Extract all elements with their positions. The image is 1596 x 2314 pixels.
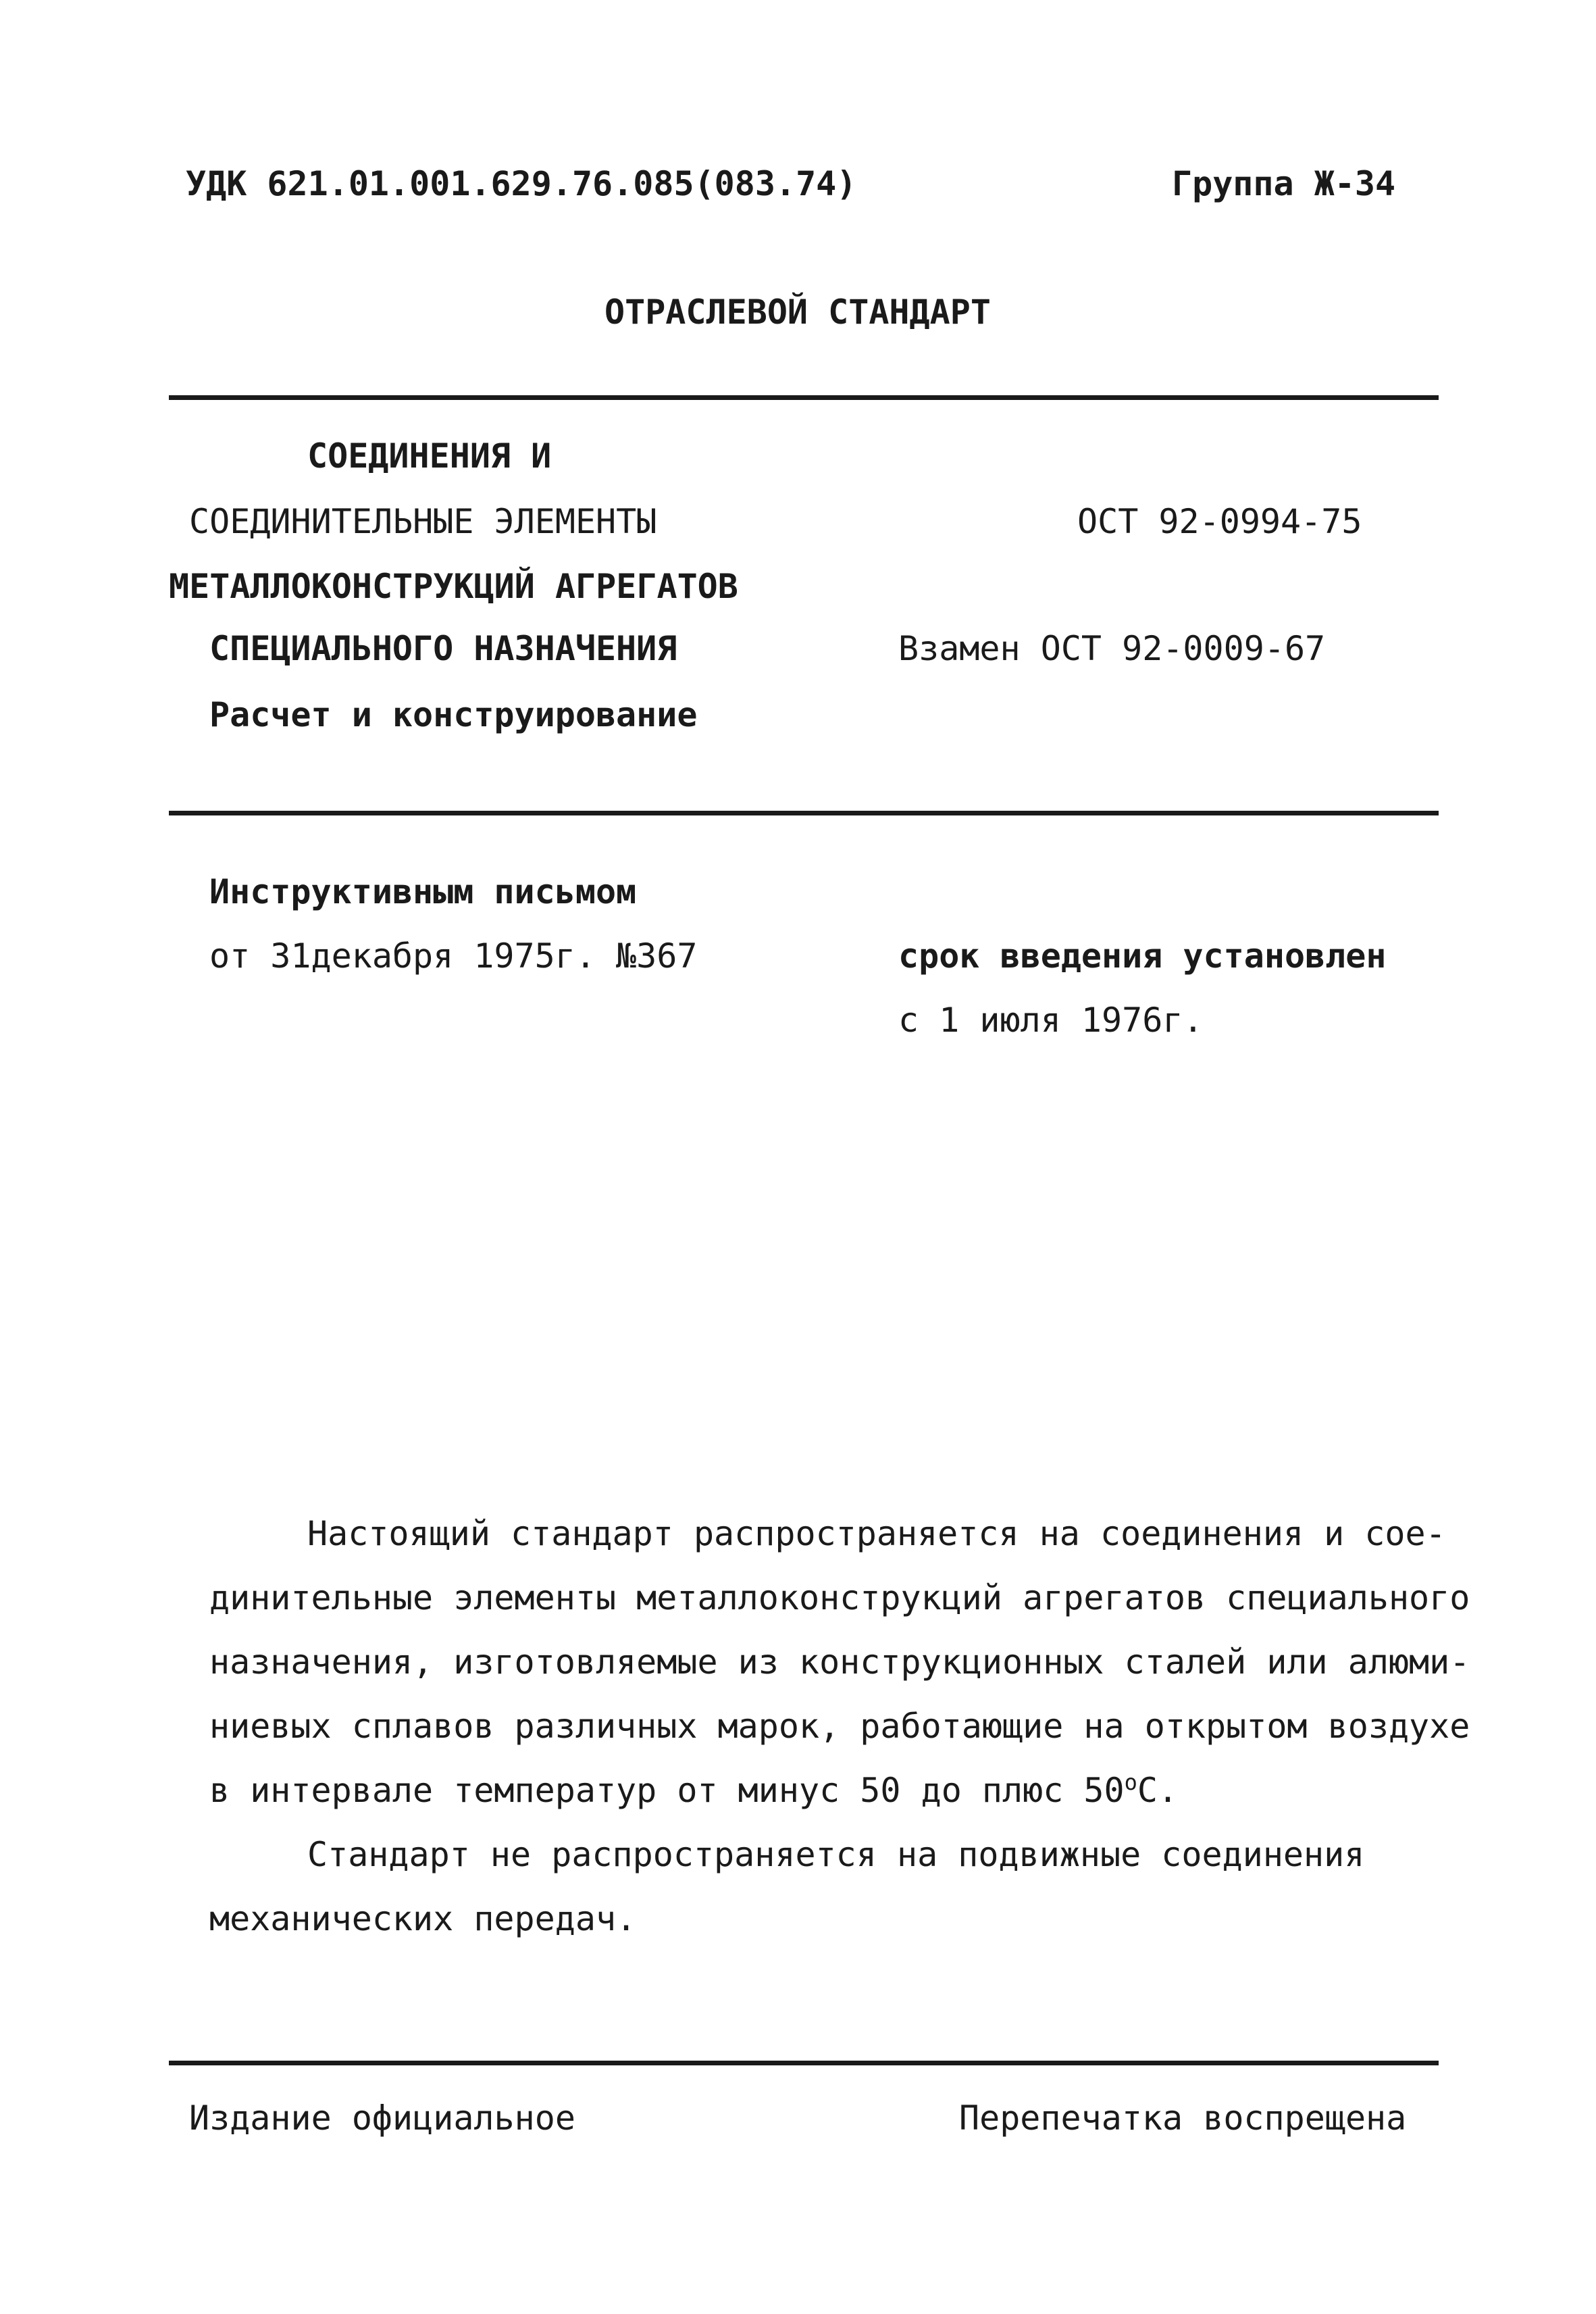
udk-code: УДК 621.01.001.629.76.085(083.74): [186, 164, 857, 203]
body-paragraph-1-line-1: Настоящий стандарт распространяется на соединения и сое-: [307, 1514, 1446, 1553]
replaces-standard: Взамен ОСТ 92-0009-67: [898, 629, 1326, 668]
middle-divider: [169, 811, 1439, 815]
standard-type-heading: ОТРАСЛЕВОЙ СТАНДАРТ: [604, 293, 991, 332]
body-paragraph-1-line-3: назначения, изготовляемые из конструкционных сталей или алюми-: [209, 1642, 1470, 1682]
title-line-3: МЕТАЛЛОКОНСТРУКЦИЙ АГРЕГАТОВ: [169, 567, 738, 606]
standard-designation: ОСТ 92-0994-75: [1077, 502, 1362, 541]
group-code: Группа Ж-34: [1172, 164, 1396, 203]
approval-letter-date: от 31декабря 1975г. №367: [209, 936, 698, 976]
approval-letter-label: Инструктивным письмом: [209, 872, 637, 911]
top-divider: [169, 395, 1439, 400]
effective-date-label: срок введения установлен: [898, 936, 1387, 976]
body-paragraph-1-line-5: [209, 1770, 1178, 1811]
edition-note: Издание официальное: [189, 2098, 575, 2138]
body-paragraph-2-line-1: Стандарт не распространяется на подвижные соединения: [307, 1835, 1365, 1874]
title-line-4: СПЕЦИАЛЬНОГО НАЗНАЧЕНИЯ: [209, 629, 677, 668]
reprint-note: Перепечатка воспрещена: [959, 2098, 1407, 2138]
degree-sign: о: [1124, 1769, 1137, 1795]
title-line-5: Расчет и конструирование: [209, 695, 698, 734]
title-line-2: СОЕДИНИТЕЛЬНЫЕ ЭЛЕМЕНТЫ: [189, 502, 657, 541]
body-paragraph-1-line-2: динительные элементы металлоконструкций агрегатов специального: [209, 1578, 1470, 1617]
effective-date-value: с 1 июля 1976г.: [898, 1001, 1204, 1040]
body-paragraph-1-line-4: ниевых сплавов различных марок, работающие на открытом воздухе: [209, 1707, 1470, 1746]
temperature-range-text: в интервале температур от минус 50 до плюс 50: [209, 1771, 1125, 1810]
title-line-1: СОЕДИНЕНИЯ И: [307, 436, 552, 476]
bottom-divider: [169, 2061, 1439, 2065]
temperature-unit: С.: [1137, 1771, 1179, 1810]
body-paragraph-2-line-2: механических передач.: [209, 1899, 637, 1938]
